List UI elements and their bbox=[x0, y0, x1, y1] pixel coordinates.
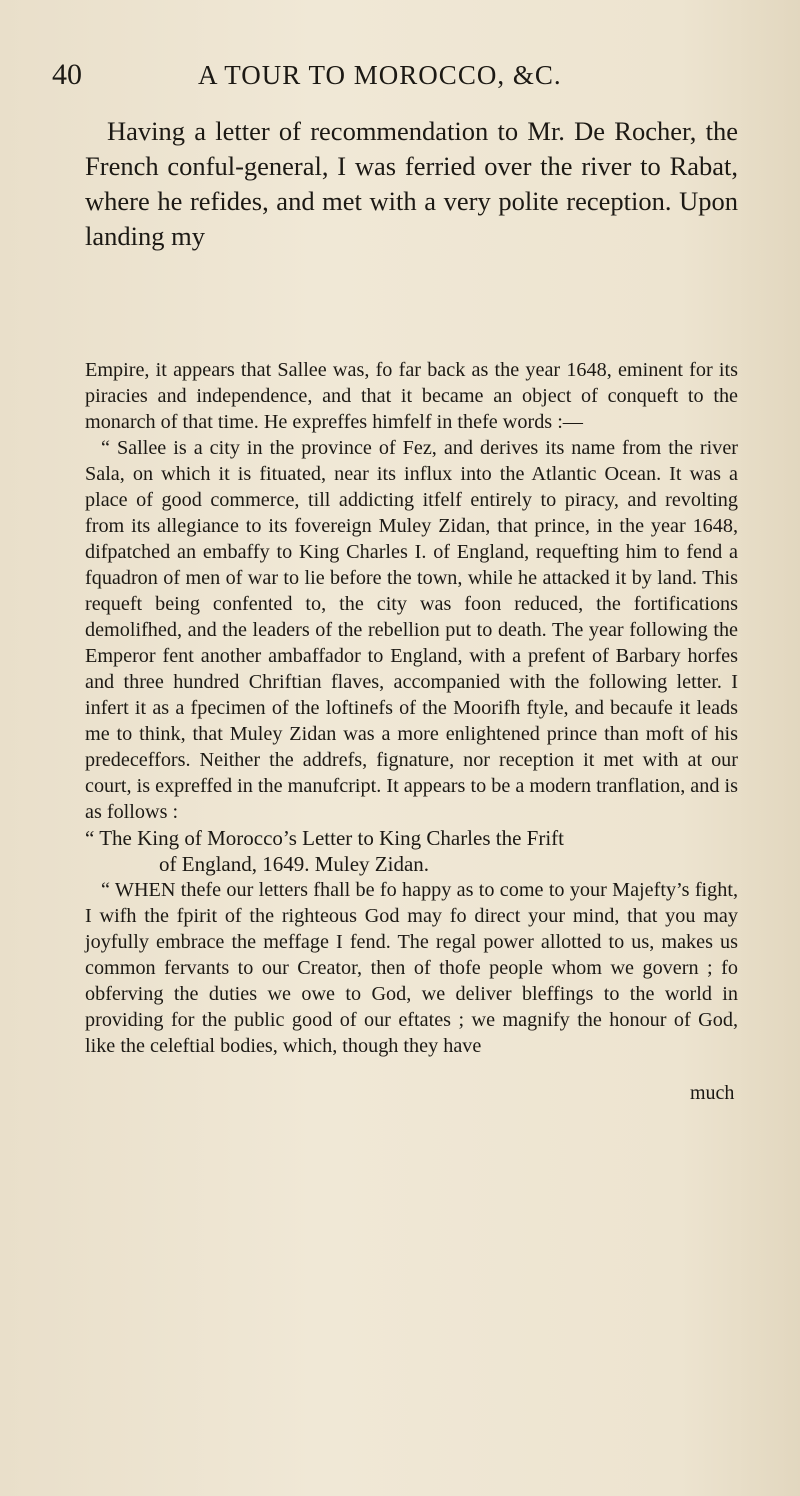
letter-title bbox=[85, 825, 738, 877]
intro-paragraph: Having a letter of recommendation to Mr. De Rocher, the French conful-general, I was ferried over the river to Rabat, where he refides, and met with a very polite reception. Upon landing my bbox=[85, 116, 738, 251]
letter-title-line-2: of England, 1649. Muley Zidan. bbox=[159, 852, 430, 876]
catchword: much bbox=[690, 1082, 735, 1104]
footnote-paragraph-2: “ Sallee is a city in the province of Fez, and derives its name from the river Sala, on which it is fituated, near its influx into the Atlantic Ocean. It was a place of good commerce, till addicting itfelf entirely to piracy, and revolting from its allegiance to its fovereign Muley Zidan, that prince, in the year 1648, difpatched an embaffy to King Charles I. of England, requefting him to fend a fquadron of men of war to lie before the town, while he attacked it by land. This requeft being confented to, the city was foon reduced, the fortifications demolifhed, and the leaders of the rebellion put to death. The year following the Emperor fent another ambaffador to England, with a prefent of Barbary horfes and three hundred Chriftian flaves, accompanied with the following letter. I infert it as a fpecimen of the loftinefs of the Moorifh ftyle, and becaufe it leads me to think, that Muley Zidan was a more enlightened prince than moft of his predeceffors. Neither the addrefs, fignature, nor reception it met with at our court, is expreffed in the manufcript. It appears to be a modern tranflation, and is as follows : bbox=[85, 437, 738, 823]
running-title: A TOUR TO MOROCCO, &C. bbox=[198, 60, 562, 90]
page-number: 40 bbox=[52, 58, 82, 91]
footnote bbox=[85, 357, 738, 1059]
letter-title-line-1: “ The King of Morocco’s Letter to King Charles the Frift bbox=[85, 826, 565, 850]
main-text bbox=[85, 114, 738, 254]
footnote-paragraph-3: “ WHEN thefe our letters fhall be fo happy as to come to your Majefty’s fight, I wifh the fpirit of the righteous God may fo direct your mind, that you may joyfully embrace the meffage I fend. The regal power allotted to us, makes us common fervants to our Creator, then of thofe people whom we govern ; fo obferving the duties we owe to God, we deliver bleffings to the world in providing for the public good of our eftates ; we magnify the honour of God, like the celeftial bodies, which, though they have bbox=[85, 879, 738, 1057]
page-header bbox=[52, 58, 752, 98]
footnote-paragraph-1: Empire, it appears that Sallee was, fo far back as the year 1648, eminent for its piracies and independence, and that it became an object of conqueft to the monarch of that time. He expreffes himfelf in thefe words :— bbox=[85, 359, 738, 433]
